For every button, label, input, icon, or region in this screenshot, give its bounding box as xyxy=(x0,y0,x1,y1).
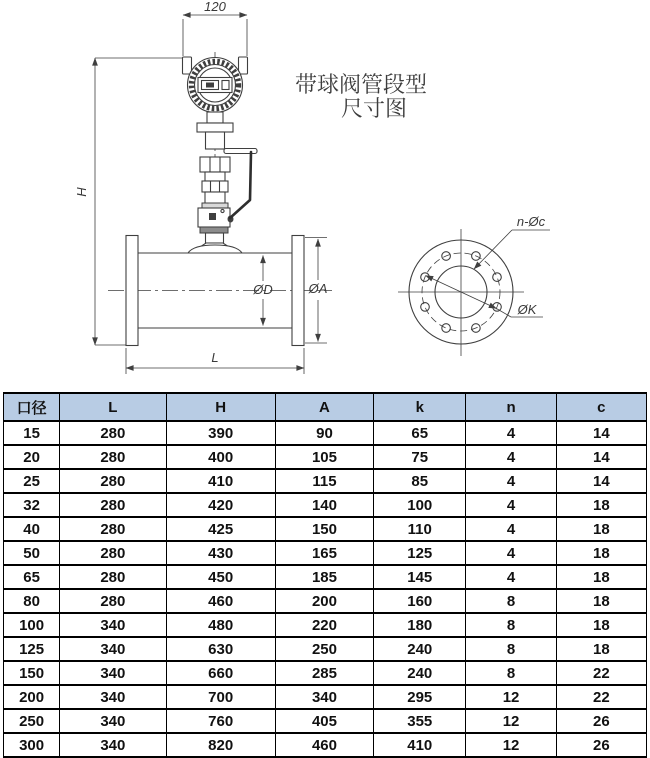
table-cell: 4 xyxy=(466,421,556,445)
bolt-hole xyxy=(442,324,451,333)
diameter-cell: 200 xyxy=(4,685,60,709)
table-cell: 450 xyxy=(166,565,275,589)
table-cell: 340 xyxy=(60,613,166,637)
table-cell: 12 xyxy=(466,709,556,733)
table-cell: 160 xyxy=(374,589,466,613)
table-cell: 820 xyxy=(166,733,275,757)
table-cell: 8 xyxy=(466,661,556,685)
display-window xyxy=(198,78,232,93)
table-header-cell: L xyxy=(60,393,166,421)
dim-bolt-circle-label: ØK xyxy=(517,302,537,317)
mid-stem xyxy=(205,172,225,181)
table-cell: 400 xyxy=(166,445,275,469)
table-cell: 125 xyxy=(374,541,466,565)
table-header-cell: H xyxy=(166,393,275,421)
table-cell: 8 xyxy=(466,613,556,637)
neck-flange xyxy=(197,123,233,132)
table-cell: 340 xyxy=(60,709,166,733)
table-cell: 12 xyxy=(466,733,556,757)
table-cell: 390 xyxy=(166,421,275,445)
table-cell: 90 xyxy=(275,421,373,445)
diameter-cell: 32 xyxy=(4,493,60,517)
table-header-cell: n xyxy=(466,393,556,421)
flange-face-view xyxy=(398,214,550,356)
table-cell: 280 xyxy=(60,589,166,613)
table-cell: 85 xyxy=(374,469,466,493)
dim-bore-label: ØD xyxy=(253,282,273,297)
table-cell: 280 xyxy=(60,445,166,469)
table-cell: 145 xyxy=(374,565,466,589)
table-row xyxy=(4,637,647,661)
table-row xyxy=(4,589,647,613)
table-row xyxy=(4,709,647,733)
table-header-cell: 口径 xyxy=(4,393,60,421)
table-section xyxy=(0,392,650,758)
table-cell: 18 xyxy=(556,589,646,613)
stem-assembly xyxy=(188,112,257,253)
drawing-title-line1: 带球阀管段型 xyxy=(295,72,428,97)
table-row xyxy=(4,565,647,589)
hex-fitting-1 xyxy=(200,157,230,172)
table-cell: 65 xyxy=(374,421,466,445)
table-cell: 460 xyxy=(166,589,275,613)
table-cell: 18 xyxy=(556,565,646,589)
table-cell: 18 xyxy=(556,541,646,565)
diameter-cell: 250 xyxy=(4,709,60,733)
table-cell: 660 xyxy=(166,661,275,685)
table-cell: 4 xyxy=(466,565,556,589)
table-cell: 340 xyxy=(275,685,373,709)
table-cell: 240 xyxy=(374,637,466,661)
bolt-hole xyxy=(493,273,502,282)
table-cell: 150 xyxy=(275,517,373,541)
table-cell: 4 xyxy=(466,517,556,541)
table-cell: 425 xyxy=(166,517,275,541)
table-body xyxy=(4,421,647,757)
table-cell: 14 xyxy=(556,421,646,445)
table-row xyxy=(4,469,647,493)
table-cell: 280 xyxy=(60,565,166,589)
display-digits xyxy=(206,83,214,88)
table-header-cell: k xyxy=(374,393,466,421)
table-cell: 18 xyxy=(556,493,646,517)
table-cell: 14 xyxy=(556,469,646,493)
table-cell: 240 xyxy=(374,661,466,685)
table-row xyxy=(4,685,647,709)
table-cell: 200 xyxy=(275,589,373,613)
table-cell: 165 xyxy=(275,541,373,565)
table-cell: 340 xyxy=(60,637,166,661)
table-cell: 18 xyxy=(556,517,646,541)
dim-L xyxy=(126,348,304,374)
valve-stem-nut xyxy=(209,213,216,220)
table-cell: 14 xyxy=(556,445,646,469)
table-cell: 410 xyxy=(166,469,275,493)
table-cell: 460 xyxy=(275,733,373,757)
diameter-cell: 40 xyxy=(4,517,60,541)
table-cell: 180 xyxy=(374,613,466,637)
diameter-cell: 125 xyxy=(4,637,60,661)
dim-flange-od-label: ØA xyxy=(308,281,328,296)
table-cell: 185 xyxy=(275,565,373,589)
weld-saddle xyxy=(188,245,242,253)
diameter-cell: 50 xyxy=(4,541,60,565)
table-row xyxy=(4,541,647,565)
table-cell: 100 xyxy=(374,493,466,517)
table-cell: 340 xyxy=(60,733,166,757)
table-cell: 285 xyxy=(275,661,373,685)
table-cell: 140 xyxy=(275,493,373,517)
table-cell: 18 xyxy=(556,637,646,661)
base-stem xyxy=(206,233,224,243)
dim-flange-od xyxy=(305,238,327,344)
diameter-cell: 100 xyxy=(4,613,60,637)
table-row xyxy=(4,493,647,517)
table-cell: 280 xyxy=(60,541,166,565)
table-cell: 280 xyxy=(60,517,166,541)
drawing-title-line2: 尺寸图 xyxy=(341,96,408,121)
dim-L-label: L xyxy=(211,350,219,365)
table-cell: 12 xyxy=(466,685,556,709)
diameter-cell: 150 xyxy=(4,661,60,685)
table-cell: 280 xyxy=(60,469,166,493)
table-cell: 4 xyxy=(466,469,556,493)
table-row xyxy=(4,613,647,637)
valve-top-cap xyxy=(202,203,228,208)
table-cell: 280 xyxy=(60,421,166,445)
head-left-lug xyxy=(183,57,192,74)
table-cell: 4 xyxy=(466,445,556,469)
upper-stem xyxy=(206,132,225,149)
dim-120 xyxy=(183,0,247,56)
transmitter-head xyxy=(183,57,248,113)
diameter-cell: 25 xyxy=(4,469,60,493)
table-row xyxy=(4,445,647,469)
table-cell: 8 xyxy=(466,637,556,661)
table-cell: 340 xyxy=(60,661,166,685)
table-cell: 115 xyxy=(275,469,373,493)
table-cell: 220 xyxy=(275,613,373,637)
table-cell: 280 xyxy=(60,493,166,517)
table-header-cell: A xyxy=(275,393,373,421)
table-cell: 480 xyxy=(166,613,275,637)
diameter-cell: 15 xyxy=(4,421,60,445)
valve-bottom-cap xyxy=(200,227,228,233)
table-cell: 18 xyxy=(556,613,646,637)
diameter-cell: 80 xyxy=(4,589,60,613)
table-cell: 26 xyxy=(556,709,646,733)
dim-bolt-holes-label: n-Øc xyxy=(516,214,546,229)
table-header-cell: c xyxy=(556,393,646,421)
table-cell: 22 xyxy=(556,661,646,685)
table-cell: 355 xyxy=(374,709,466,733)
table-cell: 420 xyxy=(166,493,275,517)
table-cell: 4 xyxy=(466,541,556,565)
table-cell: 340 xyxy=(60,685,166,709)
diameter-cell: 20 xyxy=(4,445,60,469)
table-cell: 700 xyxy=(166,685,275,709)
diameter-cell: 65 xyxy=(4,565,60,589)
table-row xyxy=(4,421,647,445)
table-cell: 8 xyxy=(466,589,556,613)
diameter-cell: 300 xyxy=(4,733,60,757)
head-right-lug xyxy=(239,57,248,74)
table-cell: 410 xyxy=(374,733,466,757)
table-cell: 75 xyxy=(374,445,466,469)
dim-bore xyxy=(252,256,273,326)
table-cell: 105 xyxy=(275,445,373,469)
left-flange xyxy=(126,236,138,346)
dimension-table xyxy=(3,392,647,758)
table-cell: 430 xyxy=(166,541,275,565)
dim-bolt-holes xyxy=(474,214,550,269)
neck-stem xyxy=(207,112,223,123)
table-header-row xyxy=(4,393,647,421)
table-row xyxy=(4,661,647,685)
bolt-hole xyxy=(421,303,430,312)
table-cell: 250 xyxy=(275,637,373,661)
valve-handle xyxy=(230,152,251,218)
table-cell: 26 xyxy=(556,733,646,757)
table-row xyxy=(4,517,647,541)
table-row xyxy=(4,733,647,757)
dim-H-label: H xyxy=(74,187,89,197)
table-cell: 110 xyxy=(374,517,466,541)
table-cell: 760 xyxy=(166,709,275,733)
hex-fitting-2 xyxy=(202,181,228,192)
dim-120-label: 120 xyxy=(204,0,226,14)
table-cell: 630 xyxy=(166,637,275,661)
table-cell: 295 xyxy=(374,685,466,709)
right-flange xyxy=(292,236,304,346)
drawing-title xyxy=(295,72,427,121)
table-cell: 22 xyxy=(556,685,646,709)
table-cell: 4 xyxy=(466,493,556,517)
table-cell: 405 xyxy=(275,709,373,733)
